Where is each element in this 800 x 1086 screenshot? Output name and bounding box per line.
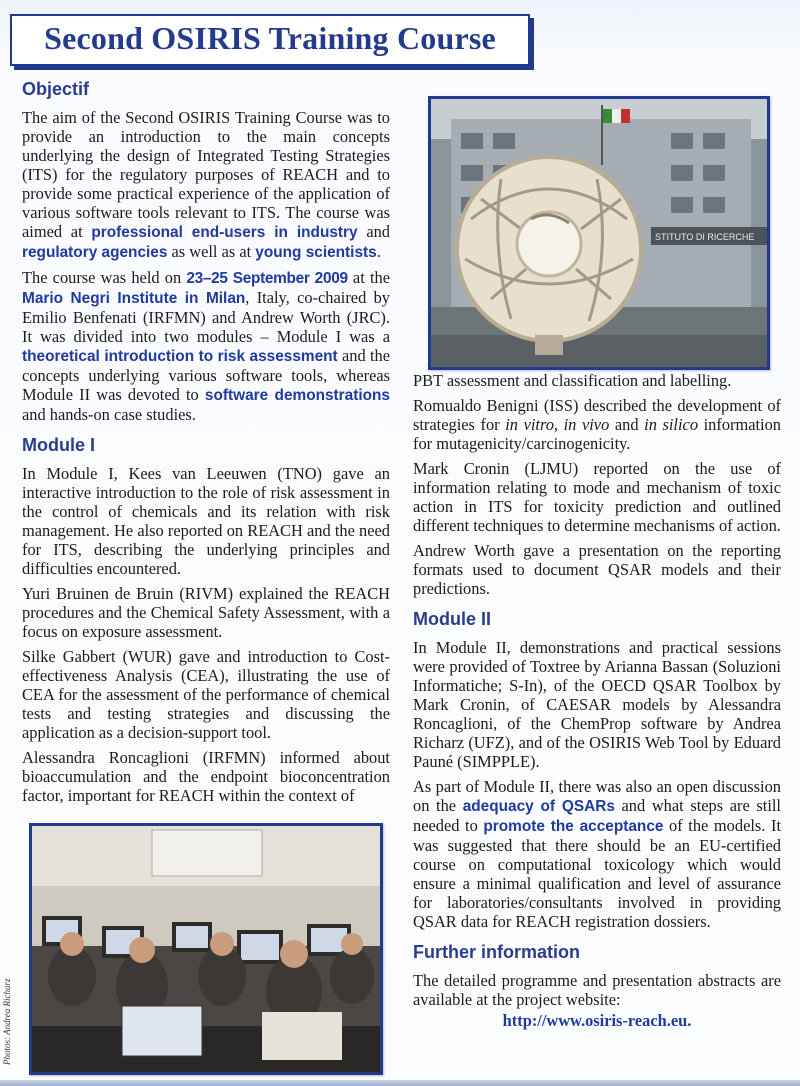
module1-paragraph-1: In Module I, Kees van Leeuwen (TNO) gave an interactive introduction to the role of risk assessment in the control of chemicals and its relation with risk management. He also reported on REACH and the need for ITS, describing the underlying principles and difficulties encountered. — [22, 464, 390, 578]
highlight-promote: promote the acceptance — [483, 818, 664, 835]
objectif-paragraph-2: The course was held on 23–25 September 2009 at the Mario Negri Institute in Milan, Italy, co-chaired by Emilio Benfenati (IRFMN) and Andrew Worth (JRC). It was divided into two modules – Module I was a theoretical introduction to risk assessment and the concepts underlying various software tools, whereas Module II was devoted to software demonstrations and hands-on case studies. — [22, 268, 390, 424]
module1-paragraph-6: Romualdo Benigni (ISS) described the development of strategies for in vitro, in vivo and in silico information for mutagenicity/carcinogenicity. — [413, 396, 781, 453]
heading-module-1: Module I — [22, 435, 95, 455]
highlight-theoretical: theoretical introduction to risk assessment — [22, 348, 338, 365]
module2-paragraph-2: As part of Module II, there was also an open discussion on the adequacy of QSARs and what steps are still needed to promote the acceptance of the models. It was suggested that there should be an EU-certified course on computational toxicology which would ensure a minimal qualification and level of assurance for laboratories/consultants involved in providing QSAR data for REACH registration dossiers. — [413, 777, 781, 931]
training-room-illustration — [32, 826, 380, 1072]
highlight-young-scientists: young scientists — [255, 244, 377, 261]
further-paragraph: The detailed programme and presentation abstracts are available at the project website: — [413, 971, 781, 1009]
module1-paragraph-8: Andrew Worth gave a presentation on the reporting formats used to document QSAR models and their predictions. — [413, 541, 781, 598]
highlight-software-demos: software demonstrations — [204, 387, 390, 404]
photo-credit: Photos: Andrea Richarz — [2, 978, 12, 1065]
website-link[interactable]: http://www.osiris-reach.eu — [502, 1011, 688, 1030]
heading-module-2: Module II — [413, 609, 491, 629]
in-vitro: in vitro — [505, 415, 554, 434]
module1-paragraph-2: Yuri Bruinen de Bruin (RIVM) explained the REACH procedures and the Chemical Safety Assessment, with a focus on exposure assessment. — [22, 584, 390, 641]
highlight-date: 23–25 September 2009 — [186, 270, 348, 287]
page-title: Second OSIRIS Training Course — [44, 20, 496, 56]
title-banner — [10, 14, 530, 66]
in-silico: in silico — [644, 415, 699, 434]
module1-paragraph-3: Silke Gabbert (WUR) gave and introduction to Cost-effectiveness Analysis (CEA), illustrating the use of CEA for the assessment of the performance of chemical tests and testing strategies and discussing the application as a decision-support tool. — [22, 647, 390, 742]
left-column — [22, 78, 390, 805]
highlight-professional: professional end-users in industry — [91, 224, 358, 241]
objectif-paragraph-1: The aim of the Second OSIRIS Training Course was to provide an introduction to the main concepts underlying the design of Integrated Testing Strategies (ITS) for the regulatory purposes of REACH and to provide some practical experience of the application of various software tools relevant to ITS. The course was aimed at professional end-users in industry and regulatory agencies as well as at young scientists. — [22, 108, 390, 261]
bottom-rule — [0, 1080, 800, 1086]
highlight-regulatory: regulatory agencies — [22, 244, 168, 261]
highlight-institute: Mario Negri Institute in Milan — [22, 290, 246, 307]
module1-paragraph-4: Alessandra Roncaglioni (IRFMN) informed about bioaccumulation and the endpoint bioconcentration factor, important for REACH within the context of — [22, 748, 390, 805]
highlight-adequacy: adequacy of QSARs — [462, 798, 615, 815]
module2-paragraph-1: In Module II, demonstrations and practical sessions were provided of Toxtree by Arianna Bassan (Soluzioni Informatiche; S-In), of the OECD QSAR Toolbox by Mark Cronin, of CAESAR models by Alessandra Roncaglioni, of the ChemProp software by Andrea Richarz (UFZ), and of the OSIRIS Web Tool by Eduard Pauné (SIMPPLE). — [413, 638, 781, 771]
right-column — [413, 371, 781, 1030]
module1-paragraph-5: PBT assessment and classification and labelling. — [413, 371, 732, 390]
photo-sculpture — [428, 96, 770, 370]
heading-objectif: Objectif — [22, 79, 90, 99]
in-vivo: in vivo — [563, 415, 610, 434]
heading-further-info: Further information — [413, 942, 580, 962]
sculpture-illustration — [431, 99, 767, 367]
website-line: http://www.osiris-reach.eu. — [502, 1011, 692, 1030]
module1-paragraph-7: Mark Cronin (LJMU) reported on the use of information relating to mode and mechanism of toxic action in ITS for toxicity prediction and outlined different techniques to determine mechanisms of action. — [413, 459, 781, 535]
photo-training-room — [29, 823, 383, 1075]
building-sign: STITUTO DI RICERCHE — [655, 232, 755, 242]
